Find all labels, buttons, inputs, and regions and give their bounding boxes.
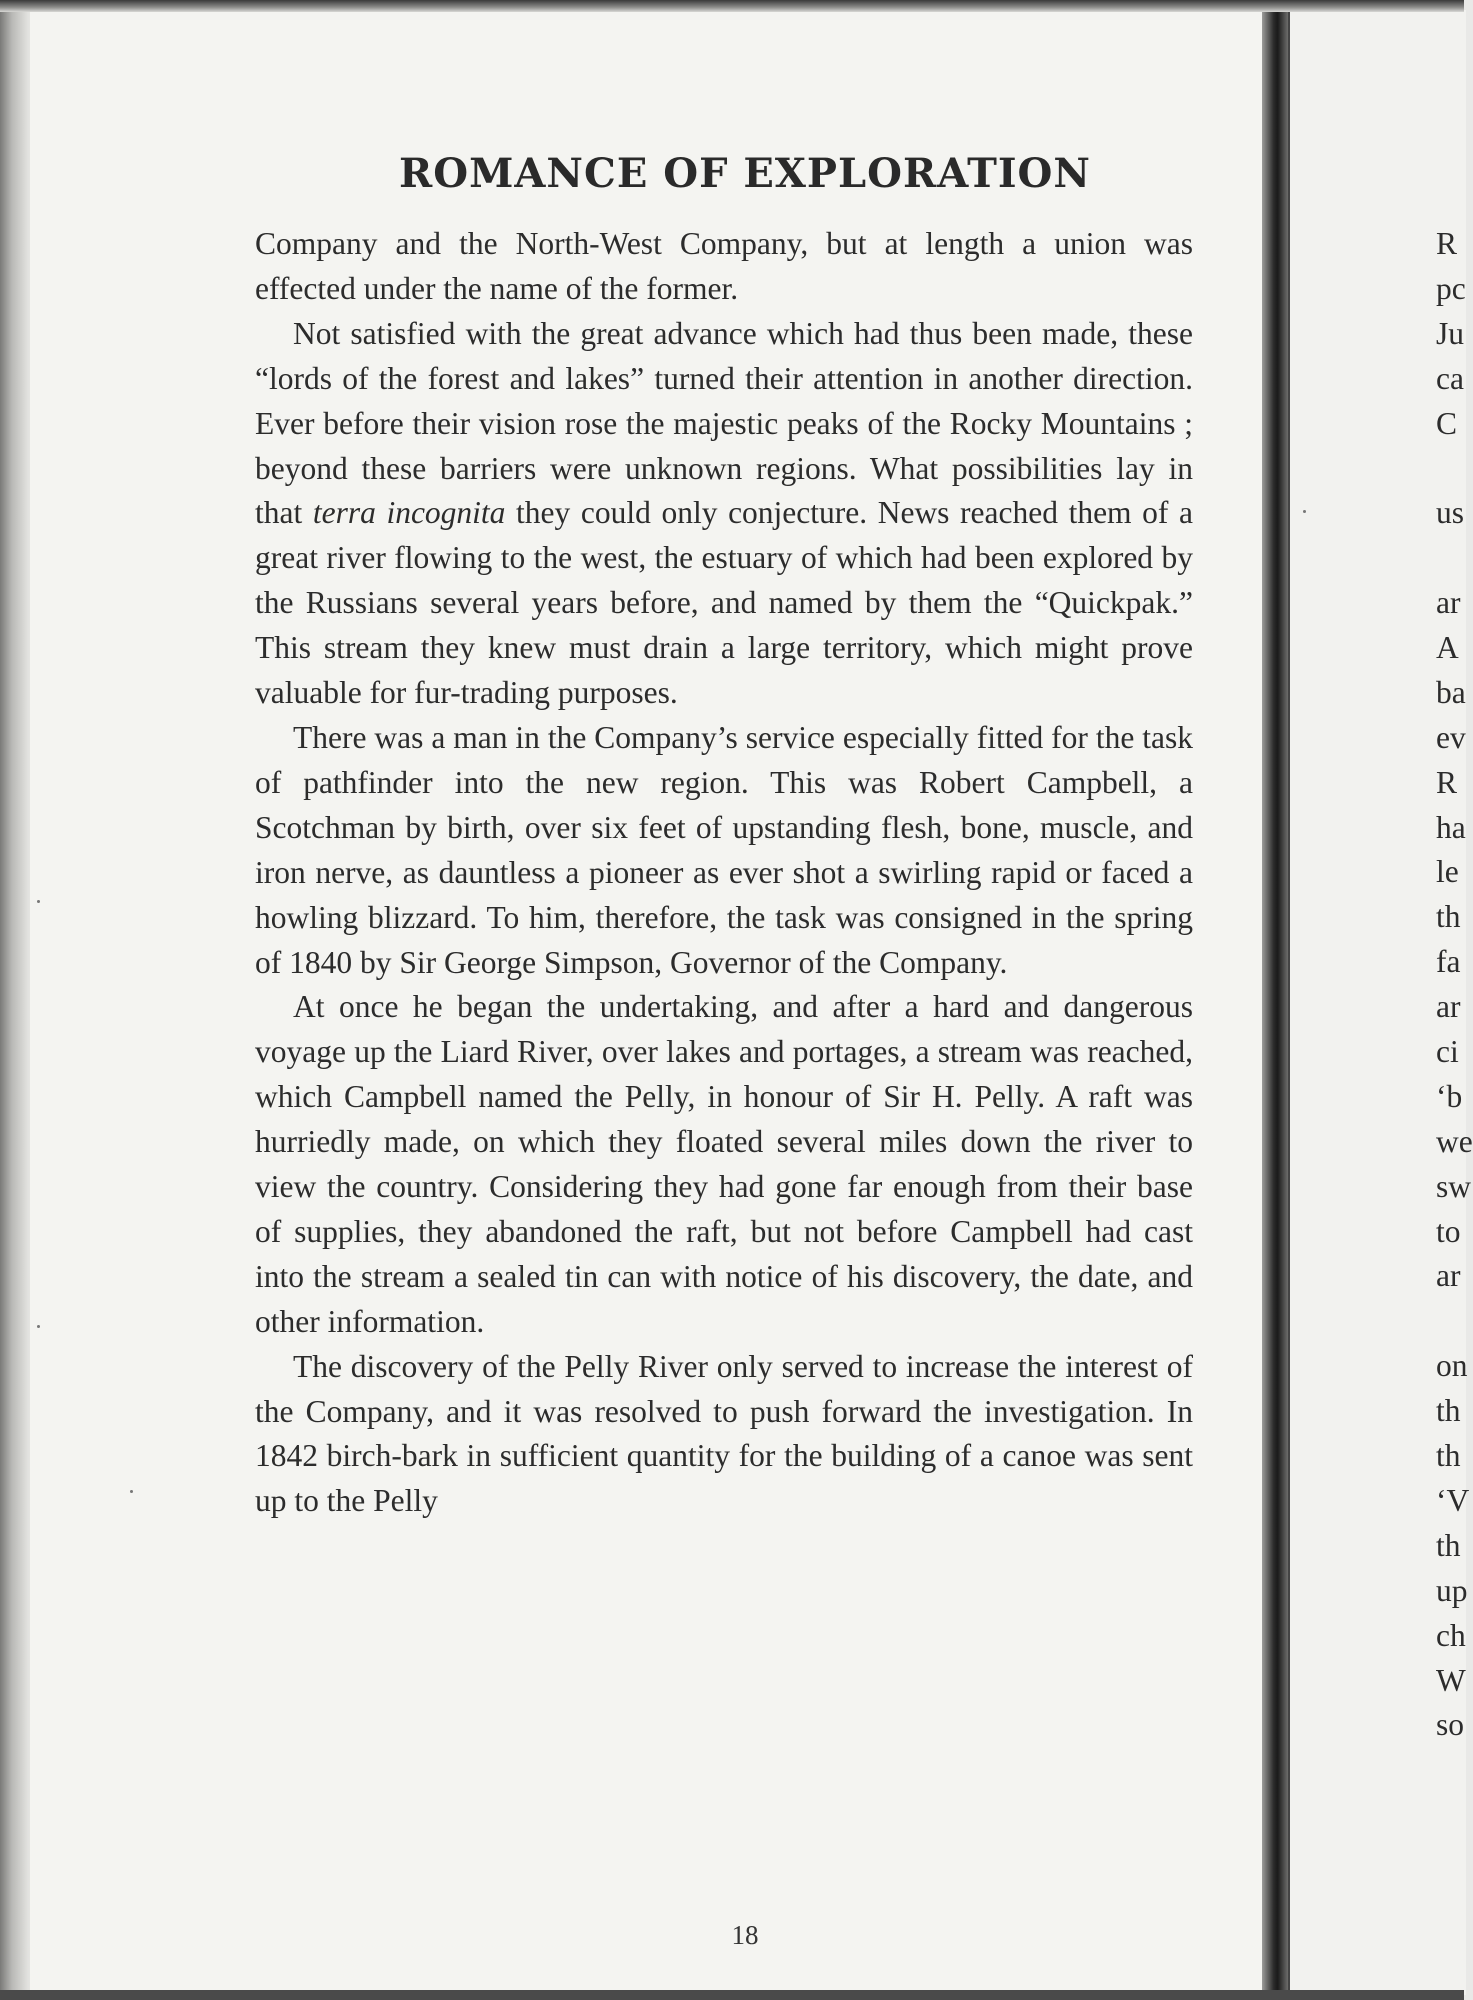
facing-line-fragment: ba — [1436, 674, 1466, 710]
running-head: ROMANCE OF EXPLORATION — [399, 150, 1091, 197]
facing-line-fragment: le — [1436, 854, 1459, 890]
facing-line-fragment: so — [1436, 1707, 1465, 1743]
facing-line-fragment: ar — [1436, 989, 1461, 1025]
page-number: 18 — [731, 1920, 759, 1950]
facing-line-fragment: R — [1436, 764, 1458, 800]
facing-line-fragment: Ju — [1436, 315, 1465, 351]
paragraph-4-text: At once he began the undertaking, and after a hard and dangerous voyage up the Liard River, over lakes and portages, a stream was reached, which Campbell named the Pelly, in honour of Sir H. Pelly. A raft was hurriedly made, on which they floated several miles down the river to view the country. Considering they had gone far enough from their base of supplies, they abandoned the raft, but not before Campbell had cast into the stream a sealed tin can with notice of his discovery, the date, and other information. — [255, 989, 1193, 1339]
dust-speck — [130, 1490, 133, 1493]
facing-line-fragment: up — [1436, 1572, 1468, 1608]
facing-line-fragment: ar — [1436, 585, 1461, 621]
facing-line-fragment: C — [1436, 405, 1458, 441]
paragraph-4 — [255, 985, 1193, 1344]
top-scan-edge — [0, 0, 1464, 12]
paragraph-1 — [255, 222, 1193, 312]
body-text — [255, 222, 1193, 1524]
paragraph-1-text: Company and the North-West Company, but at length a union was effected under the name of the former. — [255, 226, 1193, 306]
facing-line-fragment: W — [1436, 1662, 1466, 1698]
italic-phrase: terra incognita — [312, 495, 506, 531]
facing-line-fragment: we — [1436, 1123, 1473, 1159]
facing-line-fragment: ca — [1436, 360, 1464, 396]
facing-line-fragment: ev — [1436, 719, 1466, 755]
facing-line-fragment: ar — [1436, 1258, 1461, 1294]
paragraph-5-text: The discovery of the Pelly River only served to increase the interest of the Company, and it was resolved to push forward the investigation. In 1842 birch-bark in sufficient quantity for the building of a canoe was sent up to the Pelly — [255, 1348, 1193, 1519]
facing-line-fragment: ha — [1436, 809, 1466, 845]
paragraph-5 — [255, 1345, 1193, 1525]
paragraph-3-text: There was a man in the Company’s service especially fitted for the task of pathfinder into the new region. This was Robert Campbell, a Scotchman by birth, over six feet of upstanding flesh, bone, muscle, and iron nerve, as dauntless a pioneer as ever shot a swirling rapid or faced a howling blizzard. To him, therefore, the task was consigned in the spring of 1840 by Sir George Simpson, Governor of the Company. — [255, 719, 1193, 980]
paragraph-3 — [255, 716, 1193, 985]
dust-speck — [37, 900, 40, 903]
paragraph-2 — [255, 312, 1193, 716]
facing-line-fragment: ‘V — [1436, 1482, 1470, 1518]
paragraph-2-text-end: they could only conjecture. News reached them of a great river flowing to the west, the estuary of which had been explored by the Russians several years before, and named by them the “Quickpak.” This stream they knew must drain a large territory, which might prove valuable for fur-trading purposes. — [255, 495, 1193, 711]
facing-line-fragment: th — [1436, 1527, 1461, 1563]
facing-line-fragment: to — [1436, 1213, 1461, 1249]
facing-line-fragment: A — [1436, 630, 1459, 666]
facing-line-fragment: on — [1436, 1348, 1468, 1384]
book-gutter — [1262, 0, 1288, 2000]
facing-line-fragment: sw — [1436, 1168, 1472, 1204]
facing-line-fragment — [1290, 446, 1464, 491]
facing-line-fragment: pc — [1436, 270, 1466, 306]
bottom-scan-edge — [0, 1990, 1464, 2000]
facing-line-fragment — [1290, 536, 1464, 581]
facing-line-fragment: ci — [1436, 1034, 1459, 1070]
facing-line-fragment: th — [1436, 899, 1461, 935]
facing-line-fragment: th — [1436, 1393, 1461, 1429]
paragraph-2-text-start: Not satisfied with the great advance which had thus been made, these “lords of the forest and lakes” turned their attention in another direction. Ever before their vision rose the majestic peaks of the Rocky Mountains ; beyond these barriers were unknown regions. What possibilities lay in that — [255, 315, 1193, 531]
facing-line-fragment: us — [1436, 495, 1465, 531]
facing-line-fragment: fa — [1436, 944, 1461, 980]
facing-line-fragment — [1290, 1299, 1464, 1344]
dust-speck — [37, 1325, 40, 1328]
facing-page-text — [1290, 222, 1473, 1748]
facing-line-fragment: th — [1436, 1438, 1461, 1474]
facing-line-fragment: ‘b — [1436, 1078, 1463, 1114]
facing-line-fragment: R — [1436, 226, 1458, 261]
facing-line-fragment: ch — [1436, 1617, 1466, 1653]
